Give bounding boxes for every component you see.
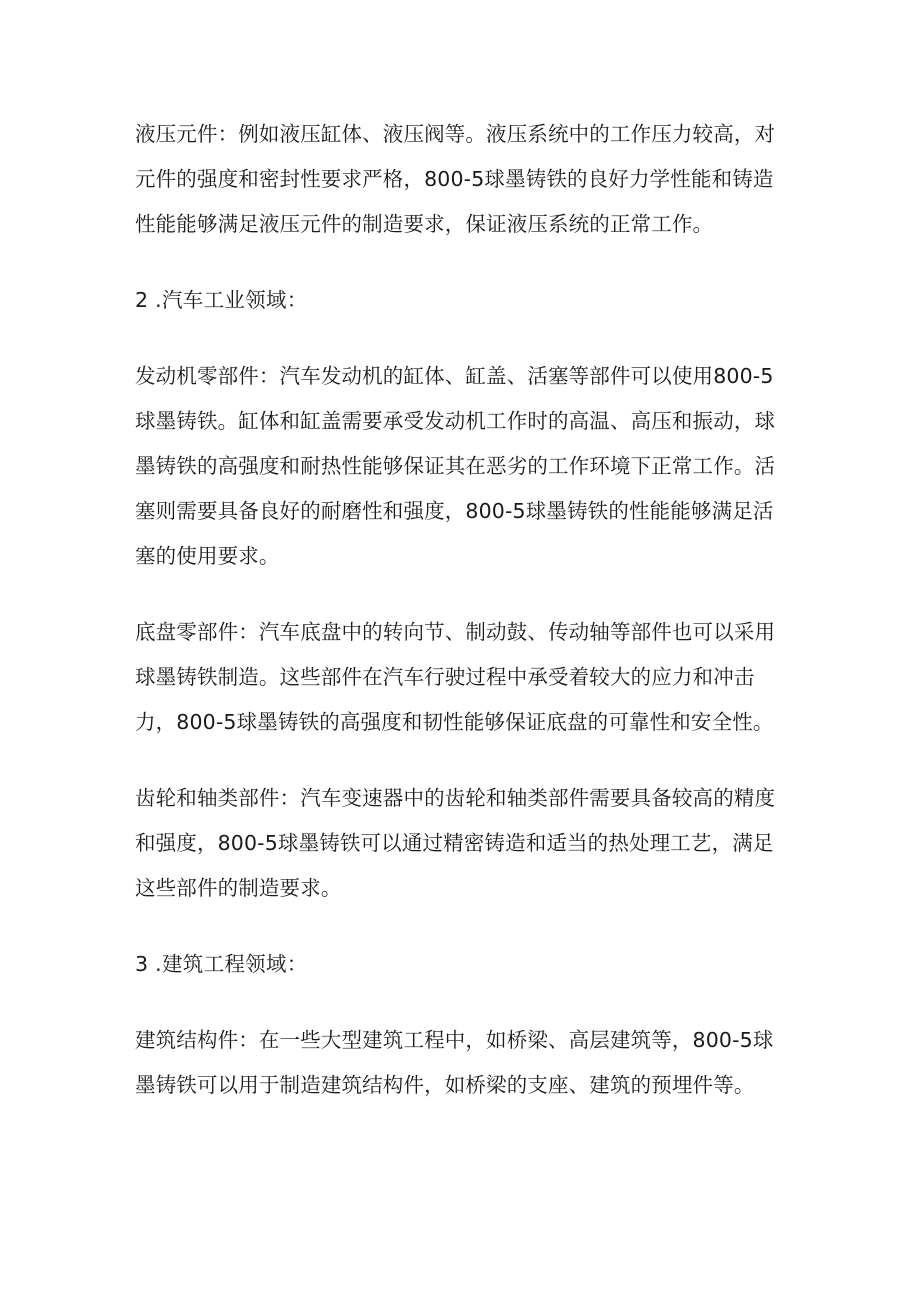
document-body [135,112,785,1108]
paragraph-building-structures: 建筑结构件：在一些大型建筑工程中，如桥梁、高层建筑等，800-5球墨铸铁可以用于制造建筑结构件，如桥梁的支座、建筑的预埋件等。 [135,1028,774,1097]
paragraph-gear-shaft-parts: 齿轮和轴类部件：汽车变速器中的齿轮和轴类部件需要具备较高的精度和强度，800-5球墨铸铁可以通过精密铸造和适当的热处理工艺，满足这些部件的制造要求。 [135,786,776,900]
paragraph-engine-parts: 发动机零部件：汽车发动机的缸体、缸盖、活塞等部件可以使用800-5球墨铸铁。缸体和缸盖需要承受发动机工作时的高温、高压和振动，球墨铸铁的高强度和耐热性能够保证其在恶劣的工作环境下正常工作。活塞则需要具备良好的耐磨性和强度，800-5球墨铸铁的性能能够满足活塞的使用要求。 [135,364,776,568]
paragraph-hydraulic-components: 液压元件：例如液压缸体、液压阀等。液压系统中的工作压力较高，对元件的强度和密封性要求严格，800-5球墨铸铁的良好力学性能和铸造性能能够满足液压元件的制造要求，保证液压系统的正常工作。 [135,122,776,236]
paragraph-chassis-parts: 底盘零部件：汽车底盘中的转向节、制动鼓、传动轴等部件也可以采用球墨铸铁制造。这些部件在汽车行驶过程中承受着较大的应力和冲击力，800-5球墨铸铁的高强度和韧性能够保证底盘的可靠性和安全性。 [135,620,776,734]
section-heading-construction: 3 .建筑工程领域： [135,952,308,976]
section-heading-automotive: 2 .汽车工业领域： [135,288,308,312]
